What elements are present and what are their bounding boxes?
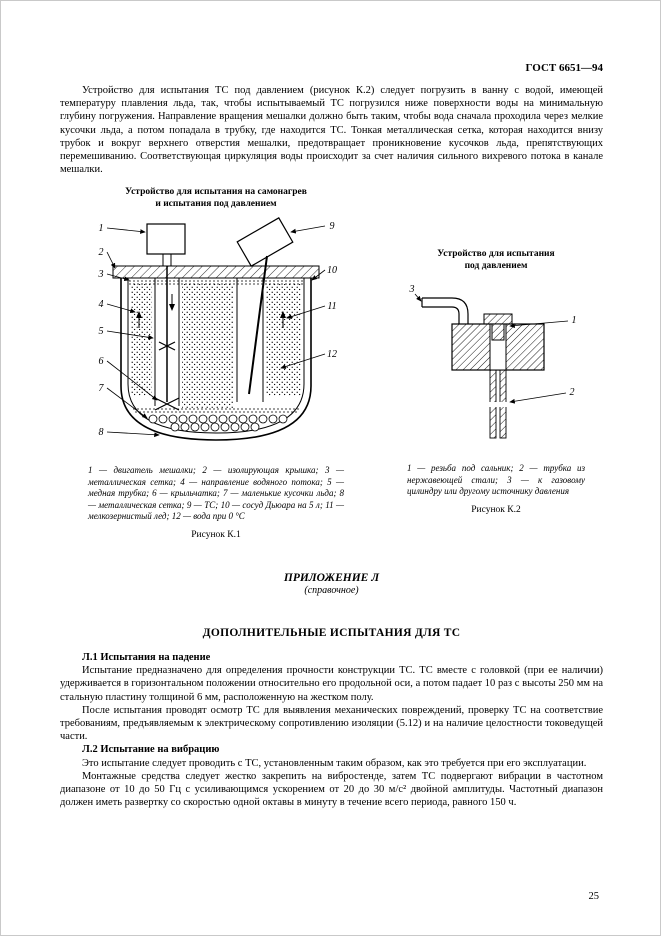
callout-10: 10 bbox=[327, 265, 337, 277]
figure-k2-title-line2: под давлением bbox=[464, 261, 528, 272]
callout-4: 4 bbox=[98, 299, 104, 311]
figure-k1-caption: 1 — двигатель мешалки; 2 — изолирующая крышка; 3 — металлическая сетка; 4 — направление водяного потока; 5 — медная трубка; 6 — крыльчатка; 7 — маленькие кусочки льда; 8 — металлическая сетка; 9 — ТС; 10 — сосуд Дьюара на 5 л; 11 — мелкозернистый лед; 12 — вода при 0 °С bbox=[88, 465, 344, 522]
section-l2-paragraph-1: Это испытание следует проводить с ТС, установленным таким образом, как это требуется при его эксплуатации. bbox=[82, 757, 587, 769]
callout-12: 12 bbox=[327, 349, 337, 361]
figure-k1-title bbox=[60, 186, 372, 210]
figure-k2 bbox=[398, 186, 594, 540]
callout-8: 8 bbox=[98, 427, 104, 439]
callout-7: 7 bbox=[98, 383, 104, 395]
appendix-title: ПРИЛОЖЕНИЕ Л bbox=[283, 571, 380, 584]
callout-3: 3 bbox=[98, 269, 104, 281]
stainless-tube bbox=[488, 370, 508, 438]
fine-ice-stipple bbox=[131, 284, 301, 408]
callout-11: 11 bbox=[327, 301, 337, 313]
figure-k2-label: Рисунок К.2 bbox=[471, 504, 521, 515]
callout-2: 2 bbox=[98, 247, 104, 259]
figure-k1-label: Рисунок К.1 bbox=[191, 529, 241, 540]
figure-k1-title-line1: Устройство для испытания на самонагрев bbox=[125, 187, 307, 198]
callout-9: 9 bbox=[329, 221, 335, 233]
intro-paragraph: Устройство для испытания ТС под давлением (рисунок К.2) следует погрузить в ванну с водой, имеющей температуру плавления льда, так, чтобы испытываемый ТС погрузился ниже поверхности воды на минимальную глубину погружения. Направление вращения мешалки должно быть таким, чтобы вода сначала проходила через мелкие кусочки льда, а потом попадала в трубку, где находится ТС. Тонкая металлическая сетка, которая находится внизу трубок и вокруг верхнего отверстия мешалки, предотвращает проникновение кусочков льда, препятствующих перемешиванию. Соответствующая циркуляция воды происходит за счет наличия сильного вихревого потока в канале мешалки. bbox=[60, 85, 603, 176]
section-l1-paragraph-2: После испытания проводят осмотр ТС для выявления механических повреждений, проверку ТС на соответствие требованиям, предъявляемым к электрическому сопротивлению изоляции (5.12) и на наличие целостности токоведущей части. bbox=[60, 704, 603, 743]
figure-k2-title bbox=[398, 248, 594, 272]
figure-k2-title-line1: Устройство для испытания bbox=[437, 249, 555, 260]
callout-1: 1 bbox=[98, 223, 104, 235]
section-l2-title: Л.2 Испытание на вибрацию bbox=[82, 744, 220, 756]
callout-k2-2: 2 bbox=[569, 387, 575, 399]
gland-block bbox=[452, 314, 544, 370]
callout-6: 6 bbox=[98, 356, 104, 368]
section-l1-title: Л.1 Испытания на падение bbox=[82, 651, 211, 663]
section-l2-paragraph-2: Монтажные средства следует жестко закрепить на вибростенде, затем ТС подвергают вибрации в частотном диапазоне от 10 до 50 Гц с усиливающимся ускорением от 20 до 30 м/с² двойной амплитуды. Частотный диапазон должен иметь развертку со скоростью одной октавы в минуту в течение всего периода, равного 150 ч. bbox=[60, 770, 603, 809]
figure-k1-title-line2: и испытания под давлением bbox=[155, 199, 277, 210]
figure-k1 bbox=[60, 186, 372, 540]
bottom-mesh bbox=[133, 409, 299, 412]
figure-k2-drawing bbox=[406, 278, 586, 448]
callout-k2-3: 3 bbox=[409, 284, 415, 296]
callout-k2-1: 1 bbox=[571, 315, 577, 327]
figure-k1-drawing bbox=[91, 216, 341, 456]
page-number: 25 bbox=[588, 891, 599, 902]
figure-k2-caption: 1 — резьба под сальник; 2 — трубка из нержавеющей стали; 3 — к газовому цилиндру или другому источнику давления bbox=[407, 463, 585, 497]
appendix-heading: ДОПОЛНИТЕЛЬНЫЕ ИСПЫТАНИЯ ДЛЯ ТС bbox=[202, 626, 461, 639]
appendix-subtitle: (справочное) bbox=[304, 584, 359, 596]
figures-row bbox=[60, 186, 603, 540]
insulating-lid bbox=[113, 266, 319, 278]
gas-inlet-tube bbox=[422, 298, 468, 324]
section-l1-paragraph-1: Испытание предназначено для определения прочности конструкции ТС. ТС вместе с головкой (при ее наличии) удерживается в горизонтальном положении относительно его продольной оси, а потом падает 10 раз с высоты 250 мм на стальную пластину толщиной 6 мм, расположенную на жестком полу. bbox=[60, 665, 603, 703]
callout-5: 5 bbox=[98, 326, 104, 338]
doc-number: ГОСТ 6651—94 bbox=[525, 62, 603, 74]
